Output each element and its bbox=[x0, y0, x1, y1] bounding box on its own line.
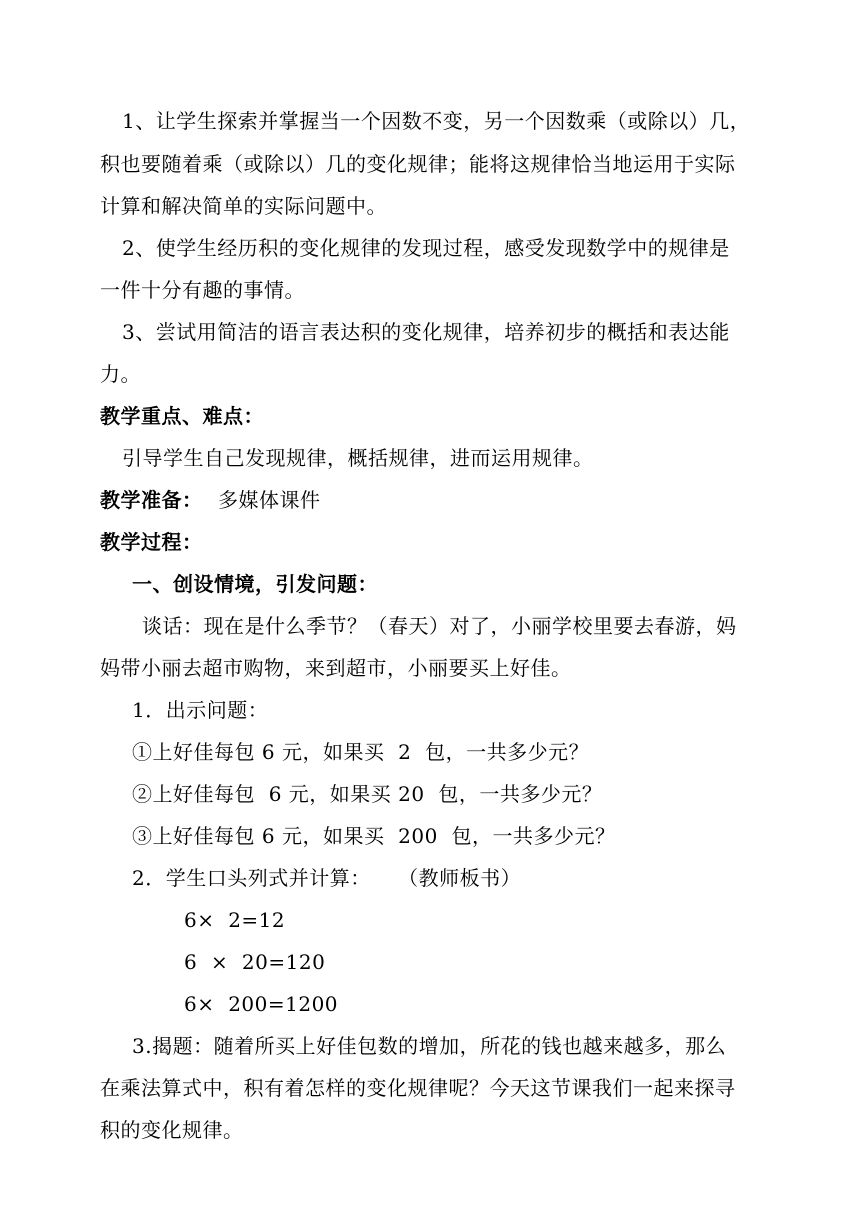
equation-2: 6 × 20=120 bbox=[184, 950, 326, 974]
objective-1-line-1: 1、让学生探索并掌握当一个因数不变，另一个因数乘（或除以）几， bbox=[122, 109, 751, 133]
process-heading: 教学过程： bbox=[100, 530, 203, 554]
step-3-line-2: 在乘法算式中，积有着怎样的变化规律呢？今天这节课我们一起来探寻 bbox=[100, 1076, 736, 1100]
question-2: ②上好佳每包 6 元，如果买 20 包，一共多少元？ bbox=[132, 782, 603, 806]
equation-1: 6× 2=12 bbox=[184, 908, 286, 932]
talk-line-2: 妈带小丽去超市购物，来到超市，小丽要买上好佳。 bbox=[100, 656, 572, 680]
objective-1-line-3: 计算和解决简单的实际问题中。 bbox=[100, 194, 387, 218]
preparation-text: 多媒体课件 bbox=[218, 488, 321, 512]
objective-3-line-2: 力。 bbox=[100, 362, 141, 386]
question-3: ③上好佳每包 6 元，如果买 200 包，一共多少元？ bbox=[132, 824, 616, 848]
step-3-line-3: 积的变化规律。 bbox=[100, 1118, 244, 1142]
talk-line-1: 谈话：现在是什么季节？（春天）对了，小丽学校里要去春游，妈 bbox=[142, 614, 737, 638]
step-1-label: 1．出示问题： bbox=[132, 698, 269, 722]
key-points-heading: 教学重点、难点： bbox=[100, 404, 264, 428]
preparation-heading: 教学准备： bbox=[100, 488, 203, 512]
question-1: ①上好佳每包 6 元，如果买 2 包，一共多少元？ bbox=[132, 740, 590, 764]
step-3-line-1: 3.揭题：随着所买上好佳包数的增加，所花的钱也越来越多，那么 bbox=[132, 1034, 727, 1058]
step-2-label: 2．学生口头列式并计算： （教师板书） bbox=[132, 866, 522, 890]
key-points-text: 引导学生自己发现规律，概括规律，进而运用规律。 bbox=[122, 446, 594, 470]
objective-3-line-1: 3、尝试用简洁的语言表达积的变化规律，培养初步的概括和表达能 bbox=[122, 320, 730, 344]
objective-2-line-1: 2、使学生经历积的变化规律的发现过程，感受发现数学中的规律是 bbox=[122, 236, 730, 260]
objective-2-line-2: 一件十分有趣的事情。 bbox=[100, 278, 305, 302]
objective-1-line-2: 积也要随着乘（或除以）几的变化规律；能将这规律恰当地运用于实际 bbox=[100, 152, 736, 176]
section-1-title: 一、创设情境，引发问题： bbox=[132, 572, 378, 596]
equation-3: 6× 200=1200 bbox=[184, 992, 339, 1016]
